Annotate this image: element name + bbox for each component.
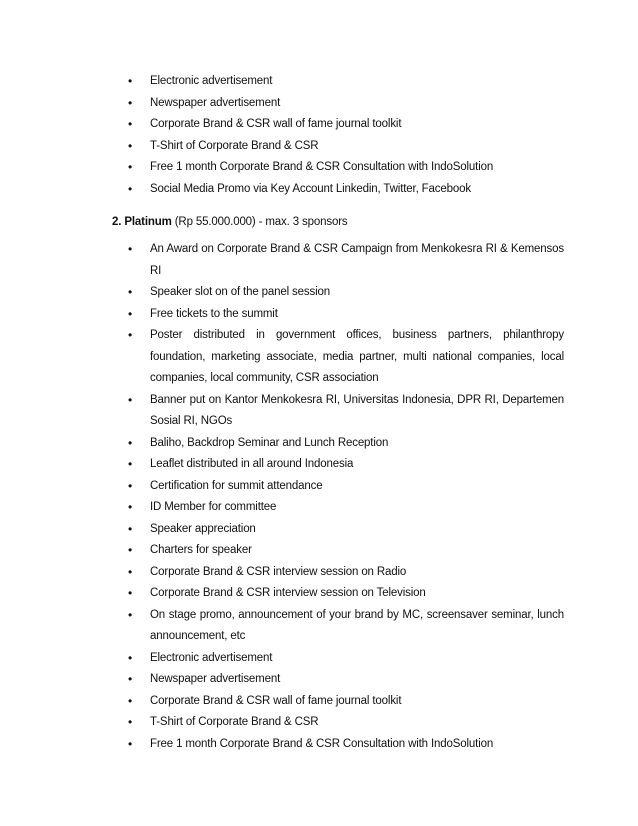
list-item: • Poster distributed in government offices, business partners, philanthropy foundation, marketing associate, media partner, multi national companies, local companies, local community, CSR association <box>118 325 564 390</box>
list-item: • T-Shirt of Corporate Brand & CSR <box>118 712 564 734</box>
list-item: • Corporate Brand & CSR interview session on Television <box>118 583 564 605</box>
list-item: • Social Media Promo via Key Account Linkedin, Twitter, Facebook <box>118 179 564 201</box>
list-item: • ID Member for committee <box>118 497 564 519</box>
list-item: • Banner put on Kantor Menkokesra RI, Universitas Indonesia, DPR RI, Departemen Sosial RI, NGOs <box>118 390 564 433</box>
list-item: • Corporate Brand & CSR wall of fame journal toolkit <box>118 114 564 136</box>
list-item: • Free 1 month Corporate Brand & CSR Consultation with IndoSolution <box>118 734 564 756</box>
list-item: • Free 1 month Corporate Brand & CSR Consultation with IndoSolution <box>118 157 564 179</box>
list-item: • On stage promo, announcement of your brand by MC, screensaver seminar, lunch announcement, etc <box>118 605 564 648</box>
list-item: • Newspaper advertisement <box>118 669 564 691</box>
list-item: • Speaker slot on of the panel session <box>118 282 564 304</box>
platinum-benefits-list <box>118 239 564 755</box>
list-item: • Corporate Brand & CSR interview session on Radio <box>118 562 564 584</box>
list-item: • Electronic advertisement <box>118 648 564 670</box>
platinum-title: 2. Platinum <box>112 216 172 228</box>
list-item: • Newspaper advertisement <box>118 93 564 115</box>
list-item: • An Award on Corporate Brand & CSR Campaign from Menkokesra RI & Kemensos RI <box>118 239 564 282</box>
list-item: • Leaflet distributed in all around Indonesia <box>118 454 564 476</box>
list-item: • Certification for summit attendance <box>118 476 564 498</box>
list-item: • T-Shirt of Corporate Brand & CSR <box>118 136 564 158</box>
list-item: • Corporate Brand & CSR wall of fame journal toolkit <box>118 691 564 713</box>
list-item: • Speaker appreciation <box>118 519 564 541</box>
benefits-list-top <box>118 71 564 200</box>
list-item: • Charters for speaker <box>118 540 564 562</box>
platinum-detail: (Rp 55.000.000) - max. 3 sponsors <box>171 216 348 228</box>
list-item: • Free tickets to the summit <box>118 304 564 326</box>
list-item: • Electronic advertisement <box>118 71 564 93</box>
list-item: • Baliho, Backdrop Seminar and Lunch Reception <box>118 433 564 455</box>
platinum-heading <box>112 214 348 230</box>
